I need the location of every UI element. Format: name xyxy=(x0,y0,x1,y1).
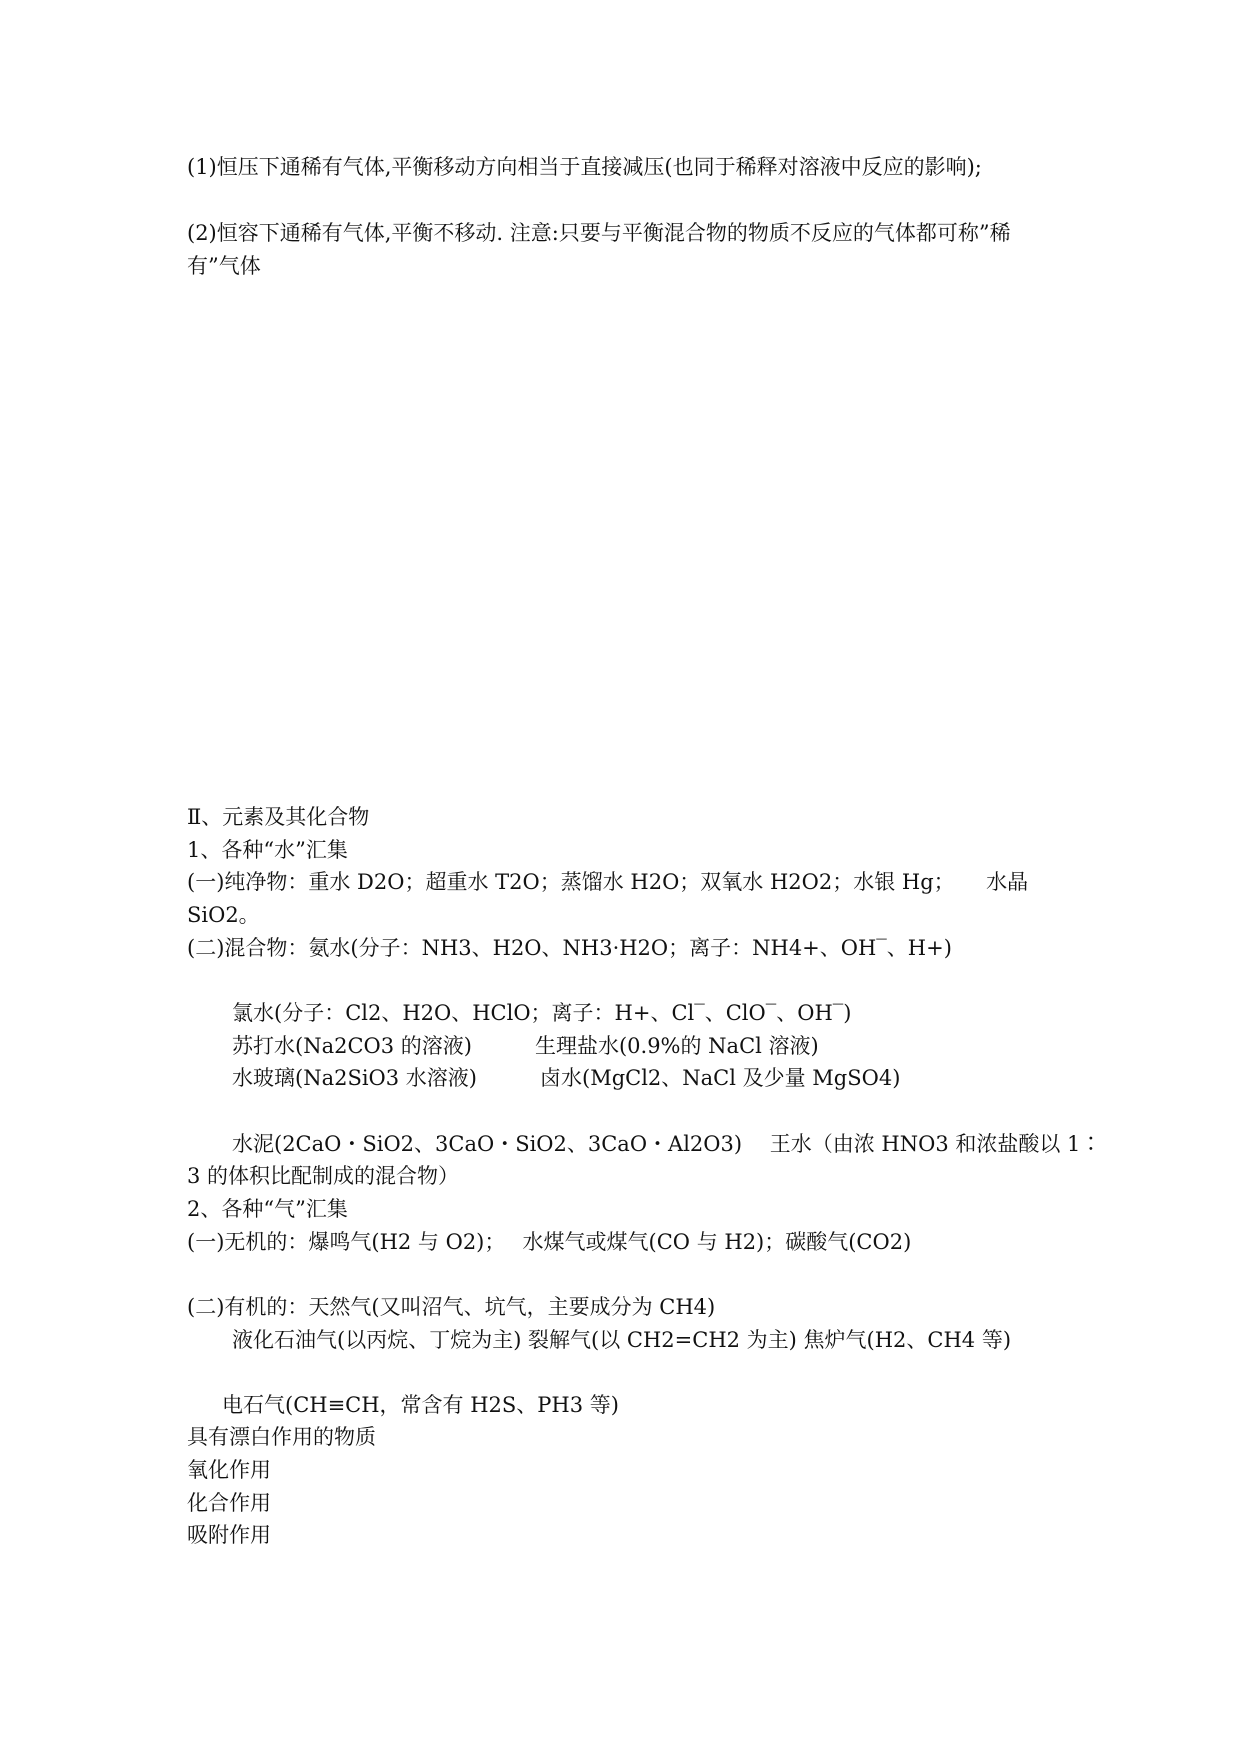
subsection-heading: 2、各种“气”汇集 xyxy=(187,1197,348,1221)
text-line: 液化石油气(以丙烷、丁烷为主) 裂解气(以 CH2=CH2 为主) 焦炉气(H2、CH4 等) xyxy=(232,1328,1012,1352)
subsection-heading: 具有漂白作用的物质 xyxy=(187,1425,376,1449)
text-line: 化合作用 xyxy=(187,1491,271,1515)
text-line: 电石气(CH≡CH，常含有 H2S、PH3 等) xyxy=(222,1393,619,1417)
text-line: (二)混合物：氨水(分子：NH3、H2O、NH3·H2O；离子：NH4+、OH‾、H+) xyxy=(187,936,952,960)
text-line: (一)无机的：爆鸣气(H2 与 O2)； 水煤气或煤气(CO 与 H2)；碳酸气(CO2) xyxy=(187,1230,912,1254)
text-line: 氯水(分子：Cl2、H2O、HClO；离子：H+、Cl‾、ClO‾、OH‾) xyxy=(232,1001,852,1025)
section-heading: Ⅱ、元素及其化合物 xyxy=(187,805,370,829)
text-line: 苏打水(Na2CO3 的溶液) 生理盐水(0.9%的 NaCl 溶液) xyxy=(232,1034,819,1058)
text-line: 3 的体积比配制成的混合物） xyxy=(187,1164,460,1188)
text-line: (1)恒压下通稀有气体,平衡移动方向相当于直接减压(也同于稀释对溶液中反应的影响); xyxy=(187,155,982,179)
text-line: 氧化作用 xyxy=(187,1458,271,1482)
text-line: (2)恒容下通稀有气体,平衡不移动. 注意:只要与平衡混合物的物质不反应的气体都可称”稀 xyxy=(187,221,1011,245)
text-line: 有”气体 xyxy=(187,254,261,278)
subsection-heading: 1、各种“水”汇集 xyxy=(187,838,348,862)
text-line: SiO2。 xyxy=(187,903,260,927)
text-line: (二)有机的：天然气(又叫沼气、坑气，主要成分为 CH4) xyxy=(187,1295,716,1319)
text-line: 水泥(2CaO・SiO2、3CaO・SiO2、3CaO・Al2O3) 王水（由浓 HNO3 和浓盐酸以 1∶ xyxy=(232,1132,1102,1156)
text-line: 水玻璃(Na2SiO3 水溶液) 卤水(MgCl2、NaCl 及少量 MgSO4) xyxy=(232,1066,901,1090)
text-line: (一)纯净物：重水 D2O；超重水 T2O；蒸馏水 H2O；双氧水 H2O2；水银 Hg； 水晶 xyxy=(187,870,1029,894)
text-line: 吸附作用 xyxy=(187,1523,271,1547)
